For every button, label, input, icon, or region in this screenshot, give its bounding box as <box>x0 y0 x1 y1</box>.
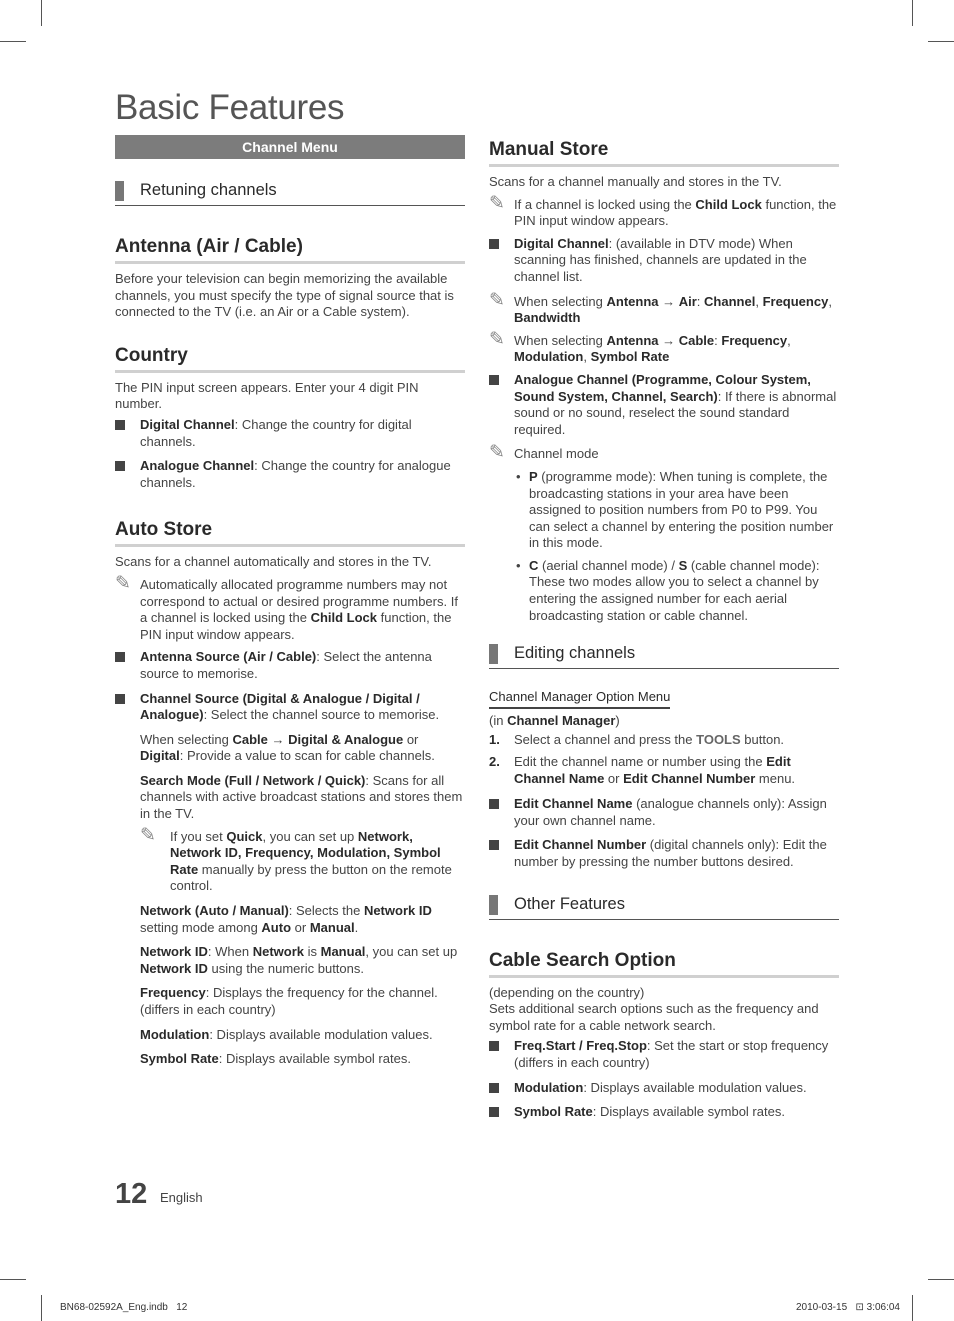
bullet-term: Channel Source (Digital & Analogue / Digital / Analogue) <box>140 690 420 723</box>
antenna-text: Before your television can begin memorizing the available channels, you must specify the type of signal source that is connected to the TV (i.e. an Air or a Cable system). <box>115 271 454 320</box>
text: : Provide a value to scan for cable channels. <box>179 748 435 764</box>
bullet-text: : Set the start or stop frequency (differs in each country) <box>514 1038 829 1070</box>
term: Manual <box>320 944 366 960</box>
note-text: Automatically allocated programme numbers may not correspond to actual or desired programme numbers. If a channel is locked using the <box>140 576 458 626</box>
term: Modulation <box>140 1026 210 1042</box>
bullet-term: Symbol Rate <box>514 1104 593 1120</box>
term: Digital <box>140 748 180 764</box>
step-number: 1. <box>489 732 500 748</box>
note-term: Network, Network ID, Frequency, Modulation, Symbol Rate <box>170 828 441 877</box>
note-text: , <box>583 349 591 365</box>
note-term: Frequency <box>762 293 829 309</box>
term: Network (Auto / Manual) <box>140 903 289 919</box>
cable-search-dependency: (depending on the country) <box>489 984 645 1000</box>
pencil-note-icon: ✎ <box>115 572 131 594</box>
page-title: Basic Features <box>115 88 345 127</box>
square-bullet-icon <box>489 1083 499 1093</box>
text: is <box>304 944 321 960</box>
bullet-term: Digital Channel <box>514 235 609 251</box>
list-item <box>115 649 465 682</box>
text: (aerial channel mode) / <box>538 557 679 573</box>
term: Network <box>252 944 304 960</box>
list-item <box>489 558 839 624</box>
bullet-text: : Change the country for analogue channels. <box>140 458 451 490</box>
text: button. <box>740 732 785 748</box>
note-text: , <box>787 332 791 348</box>
crop-mark <box>41 0 42 26</box>
list-item <box>489 732 839 749</box>
antenna-heading: Antenna (Air / Cable) <box>115 236 465 264</box>
pencil-note-icon: ✎ <box>489 328 505 350</box>
list-item <box>489 754 839 787</box>
bullet-term: Antenna Source (Air / Cable) <box>140 649 317 665</box>
pencil-note-icon: ✎ <box>489 289 505 311</box>
pencil-note-icon: ✎ <box>140 824 156 846</box>
manual-store-heading: Manual Store <box>489 139 839 167</box>
cable-option-text <box>115 732 465 765</box>
note-text: When selecting <box>514 332 607 348</box>
text: or <box>604 770 624 786</box>
bullet-text: : Displays available modulation values. <box>583 1079 807 1095</box>
note-text: , <box>755 293 763 309</box>
note-term: Child Lock <box>695 196 762 212</box>
list-item <box>489 236 839 286</box>
bullet-text: : Select the antenna source to memorise. <box>140 649 432 681</box>
text: : Scans for all channels with active broadcast stations and stores them in the TV. <box>140 772 463 822</box>
note-text: : <box>714 332 722 348</box>
square-bullet-icon <box>115 461 125 471</box>
term: Auto <box>261 919 292 935</box>
text: menu. <box>755 770 796 786</box>
text: Edit the channel name or number using the <box>514 754 767 770</box>
cable-search-intro: Sets additional search options such as the frequency and symbol rate for a cable network search. <box>489 1001 819 1033</box>
text: : Selects the <box>288 903 364 919</box>
arrow: → <box>267 731 289 747</box>
note-term: Antenna <box>606 332 659 348</box>
frequency-text <box>115 985 465 1018</box>
note-text: function, the PIN input window appears. <box>140 610 452 642</box>
manual-store-intro: Scans for a channel manually and stores in the TV. <box>489 174 782 189</box>
list-item <box>489 1104 839 1121</box>
note <box>140 824 465 895</box>
bullet-text: : Displays available symbol rates. <box>592 1104 785 1120</box>
note-term: Air <box>678 293 697 309</box>
text: . <box>354 919 359 935</box>
text: When selecting <box>140 731 233 747</box>
term: Search Mode (Full / Network / Quick) <box>140 772 366 788</box>
bullet-term: Edit Channel Number <box>514 837 647 853</box>
square-bullet-icon <box>489 840 499 850</box>
square-bullet-icon <box>489 1107 499 1117</box>
note-term: Symbol Rate <box>590 349 670 365</box>
bullet-term: Modulation <box>514 1079 584 1095</box>
square-bullet-icon <box>115 694 125 704</box>
bullet-term: Freq.Start / Freq.Stop <box>514 1038 647 1054</box>
list-item <box>489 1038 839 1071</box>
square-bullet-icon <box>115 420 125 430</box>
term: Manual <box>309 919 355 935</box>
text: Select a channel and press the <box>514 732 697 748</box>
text: (cable channel mode): These two modes allow you to select a channel by entering the assigned number for each aerial broadcasting station or cable channel. <box>529 557 820 623</box>
note-text: If a channel is locked using the <box>514 196 696 212</box>
term: Edit Channel Name <box>514 754 791 786</box>
retuning-channels-heading: Retuning channels <box>115 181 465 206</box>
dot-bullet-icon: • <box>516 468 521 484</box>
term: Frequency <box>140 985 206 1001</box>
text: : When <box>207 944 253 960</box>
square-bullet-icon <box>489 239 499 249</box>
channel-menu-bar: Channel Menu <box>115 135 465 159</box>
note <box>489 328 839 366</box>
term: S <box>678 557 688 573</box>
note-text: When selecting <box>514 293 607 309</box>
pencil-note-icon: ✎ <box>489 192 505 214</box>
list-item <box>115 691 465 724</box>
term: Network ID <box>140 960 208 976</box>
arrow: → <box>658 332 679 348</box>
bullet-text: : Select the channel source to memorise. <box>203 707 440 723</box>
text: using the numeric buttons. <box>207 960 364 976</box>
note-text: Channel mode <box>514 446 599 462</box>
note-term: Cable <box>678 332 715 348</box>
list-item <box>489 796 839 829</box>
bullet-term: Edit Channel Name <box>514 796 633 812</box>
bullet-term: Digital Channel <box>140 416 235 432</box>
list-item <box>115 417 465 450</box>
term: Symbol Rate <box>140 1051 219 1067</box>
note-term: Frequency <box>721 332 788 348</box>
list-item <box>115 458 465 491</box>
crop-mark <box>928 1279 954 1280</box>
bullet-text: : If there is abnormal sound or no sound, reselect the sound standard required. <box>514 388 837 437</box>
bullet-text: : (available in DTV mode) When scanning has finished, channels are updated in the channel list. <box>514 235 807 284</box>
list-item <box>489 837 839 870</box>
right-column <box>489 135 839 1129</box>
crop-mark <box>0 41 26 42</box>
other-features-heading: Other Features <box>489 895 839 920</box>
left-column <box>115 135 465 1076</box>
term: Network ID <box>140 944 208 960</box>
note-text: function, the PIN input window appears. <box>514 196 837 229</box>
term: Network ID <box>363 903 432 919</box>
network-text <box>115 903 465 936</box>
term: P <box>529 468 538 484</box>
square-bullet-icon <box>489 1041 499 1051</box>
country-intro: The PIN input screen appears. Enter your 4 digit PIN number. <box>115 379 419 412</box>
text: or <box>291 919 310 935</box>
channel-manager-context <box>489 713 839 730</box>
note-text: , <box>828 293 832 309</box>
country-heading: Country <box>115 345 465 373</box>
bullet-text: : Change the country for digital channels. <box>140 416 412 449</box>
term: Edit Channel Number <box>623 770 756 786</box>
print-date-info: 2010-03-15 ⊡ 3:06:04 <box>795 1302 900 1313</box>
modulation-text <box>115 1027 465 1044</box>
arrow: → <box>658 293 679 309</box>
square-bullet-icon <box>489 799 499 809</box>
crop-mark <box>41 1295 42 1321</box>
text: or <box>403 731 419 747</box>
text: : Displays available modulation values. <box>209 1026 433 1042</box>
channel-manager-option-heading: Channel Manager Option Menu <box>489 689 670 709</box>
term: Digital & Analogue <box>288 731 404 747</box>
note-term: Antenna <box>606 293 659 309</box>
note <box>489 442 839 464</box>
note <box>489 289 839 327</box>
auto-store-intro: Scans for a channel automatically and stores in the TV. <box>115 554 432 570</box>
text: setting mode among <box>140 919 262 935</box>
square-bullet-icon <box>115 652 125 662</box>
bullet-text: (digital channels only): Edit the number by pressing the number buttons desired. <box>514 837 827 869</box>
list-item <box>489 1080 839 1097</box>
text: (in <box>489 712 508 728</box>
text: ) <box>615 712 620 728</box>
note-text: manually by press the button on the remote control. <box>170 861 452 894</box>
pencil-note-icon: ✎ <box>489 442 505 464</box>
square-bullet-icon <box>489 375 499 385</box>
term: TOOLS <box>696 732 741 748</box>
term: Cable <box>232 731 268 747</box>
auto-store-heading: Auto Store <box>115 519 465 547</box>
list-item <box>489 372 839 438</box>
page-number: 12 <box>115 1178 148 1210</box>
crop-mark <box>912 1295 913 1321</box>
note <box>115 572 465 643</box>
bullet-term: Analogue Channel <box>140 458 255 474</box>
page-language: English <box>160 1190 203 1205</box>
text: (programme mode): When tuning is complete, the broadcasting stations in your area have been assigned to position numbers from P0 to P99. You can select a channel by entering the position number in this mode. <box>529 468 834 551</box>
note-term: Quick <box>226 828 263 844</box>
note-term: Child Lock <box>310 610 378 626</box>
editing-channels-heading: Editing channels <box>489 644 839 669</box>
crop-mark <box>912 0 913 26</box>
crop-mark <box>928 41 954 42</box>
note-text: , you can set up <box>262 828 358 844</box>
network-id-text <box>115 944 465 977</box>
search-mode-text <box>115 773 465 895</box>
note <box>489 192 839 230</box>
text: , you can set up <box>365 944 458 960</box>
symbol-rate-text <box>115 1051 465 1068</box>
text: : Displays the frequency for the channel. (differs in each country) <box>140 985 438 1017</box>
note-term: Modulation <box>514 349 584 365</box>
crop-mark <box>0 1279 26 1280</box>
note-term: Bandwidth <box>514 310 581 326</box>
note-text: : <box>696 293 705 309</box>
bullet-term: Analogue Channel (Programme, Colour System, Sound System, Channel, Search) <box>514 371 811 404</box>
note-text: If you set <box>170 828 227 844</box>
bullet-text: (analogue channels only): Assign your own channel name. <box>514 796 827 828</box>
print-file-info: BN68-02592A_Eng.indb 12 <box>60 1302 188 1313</box>
note-term: Channel <box>704 293 756 309</box>
list-item <box>489 469 839 552</box>
step-number: 2. <box>489 754 500 770</box>
term: Channel Manager <box>507 712 616 728</box>
term: C <box>529 557 539 573</box>
text: : Displays available symbol rates. <box>218 1051 411 1067</box>
cable-search-heading: Cable Search Option <box>489 950 839 978</box>
dot-bullet-icon: • <box>516 557 521 573</box>
